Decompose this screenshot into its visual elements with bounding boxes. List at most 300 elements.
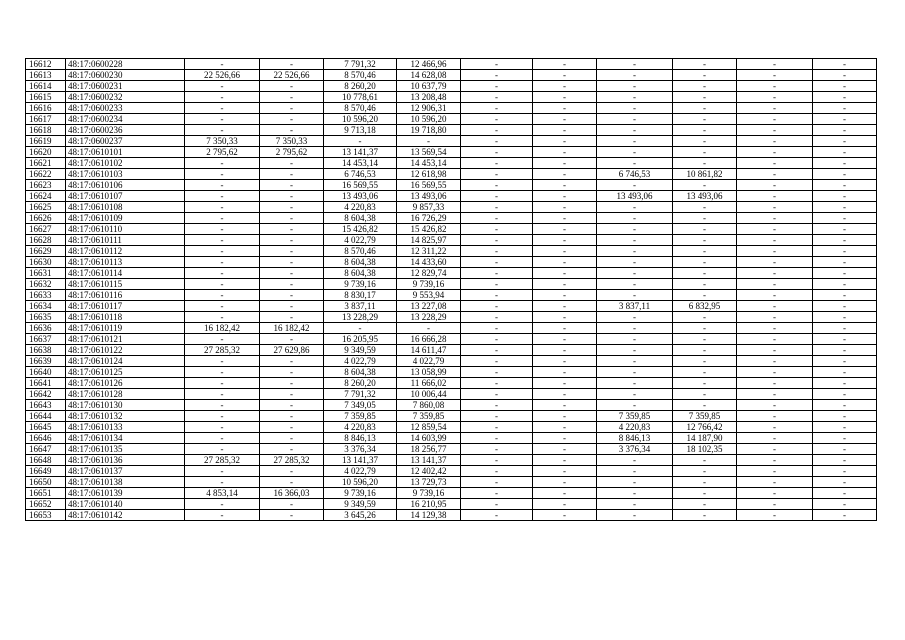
- value-cell: 10 778,61: [324, 92, 397, 103]
- cadastral-number-cell: 48:17:0600233: [66, 103, 185, 114]
- value-cell: -: [673, 59, 737, 70]
- value-cell: 3 837,11: [597, 301, 673, 312]
- value-cell: -: [185, 378, 260, 389]
- value-cell: -: [597, 510, 673, 521]
- value-cell: -: [737, 334, 813, 345]
- value-cell: -: [185, 444, 260, 455]
- value-cell: -: [461, 422, 533, 433]
- value-cell: -: [597, 70, 673, 81]
- value-cell: -: [260, 158, 324, 169]
- value-cell: -: [813, 488, 877, 499]
- table-row: [26, 433, 877, 444]
- value-cell: -: [813, 301, 877, 312]
- value-cell: -: [673, 400, 737, 411]
- value-cell: 4 022,79: [324, 235, 397, 246]
- value-cell: -: [597, 180, 673, 191]
- value-cell: -: [737, 70, 813, 81]
- value-cell: 16 182,42: [185, 323, 260, 334]
- value-cell: -: [533, 334, 597, 345]
- value-cell: -: [813, 92, 877, 103]
- value-cell: 10 596,20: [324, 114, 397, 125]
- value-cell: -: [260, 114, 324, 125]
- row-number-cell: 16640: [26, 367, 66, 378]
- value-cell: 19 718,80: [397, 125, 461, 136]
- cadastral-number-cell: 48:17:0610107: [66, 191, 185, 202]
- value-cell: -: [597, 81, 673, 92]
- value-cell: -: [813, 356, 877, 367]
- table-row: [26, 191, 877, 202]
- value-cell: -: [461, 158, 533, 169]
- value-cell: 3 645,26: [324, 510, 397, 521]
- value-cell: 14 628,08: [397, 70, 461, 81]
- value-cell: 27 285,32: [260, 455, 324, 466]
- value-cell: 9 739,16: [397, 488, 461, 499]
- value-cell: 13 058,99: [397, 367, 461, 378]
- value-cell: -: [533, 180, 597, 191]
- value-cell: -: [185, 411, 260, 422]
- cadastral-number-cell: 48:17:0610106: [66, 180, 185, 191]
- value-cell: 18 102,35: [673, 444, 737, 455]
- table-row: [26, 213, 877, 224]
- value-cell: -: [533, 103, 597, 114]
- table-row: [26, 180, 877, 191]
- value-cell: -: [673, 510, 737, 521]
- value-cell: -: [185, 180, 260, 191]
- cadastral-number-cell: 48:17:0610103: [66, 169, 185, 180]
- value-cell: -: [813, 411, 877, 422]
- value-cell: -: [461, 180, 533, 191]
- value-cell: -: [461, 279, 533, 290]
- value-cell: -: [737, 125, 813, 136]
- value-cell: -: [533, 136, 597, 147]
- value-cell: 2 795,62: [185, 147, 260, 158]
- cadastral-number-cell: 48:17:0600232: [66, 92, 185, 103]
- value-cell: -: [260, 510, 324, 521]
- value-cell: 27 629,86: [260, 345, 324, 356]
- value-cell: 14 187,90: [673, 433, 737, 444]
- value-cell: -: [461, 290, 533, 301]
- value-cell: 6 832,95: [673, 301, 737, 312]
- value-cell: -: [461, 169, 533, 180]
- value-cell: 9 857,33: [397, 202, 461, 213]
- table-row: [26, 246, 877, 257]
- value-cell: -: [533, 114, 597, 125]
- value-cell: -: [737, 158, 813, 169]
- value-cell: -: [813, 81, 877, 92]
- value-cell: -: [533, 477, 597, 488]
- row-number-cell: 16644: [26, 411, 66, 422]
- row-number-cell: 16612: [26, 59, 66, 70]
- value-cell: -: [673, 312, 737, 323]
- value-cell: -: [185, 356, 260, 367]
- row-number-cell: 16628: [26, 235, 66, 246]
- value-cell: 13 493,06: [324, 191, 397, 202]
- value-cell: -: [737, 389, 813, 400]
- value-cell: 13 493,06: [597, 191, 673, 202]
- value-cell: -: [533, 455, 597, 466]
- value-cell: -: [737, 169, 813, 180]
- table-row: [26, 444, 877, 455]
- value-cell: 13 227,08: [397, 301, 461, 312]
- value-cell: -: [813, 246, 877, 257]
- value-cell: -: [597, 345, 673, 356]
- value-cell: -: [597, 103, 673, 114]
- value-cell: -: [185, 114, 260, 125]
- value-cell: -: [461, 499, 533, 510]
- row-number-cell: 16620: [26, 147, 66, 158]
- value-cell: 16 726,29: [397, 213, 461, 224]
- value-cell: -: [597, 136, 673, 147]
- value-cell: -: [533, 235, 597, 246]
- value-cell: -: [185, 334, 260, 345]
- cadastral-number-cell: 48:17:0610130: [66, 400, 185, 411]
- cadastral-number-cell: 48:17:0610139: [66, 488, 185, 499]
- value-cell: -: [461, 81, 533, 92]
- row-number-cell: 16624: [26, 191, 66, 202]
- value-cell: 9 739,16: [324, 279, 397, 290]
- row-number-cell: 16623: [26, 180, 66, 191]
- value-cell: 15 426,82: [397, 224, 461, 235]
- value-cell: -: [597, 455, 673, 466]
- value-cell: 12 466,96: [397, 59, 461, 70]
- cadastral-number-cell: 48:17:0610128: [66, 389, 185, 400]
- value-cell: -: [260, 378, 324, 389]
- value-cell: -: [673, 147, 737, 158]
- value-cell: -: [737, 411, 813, 422]
- value-cell: -: [533, 268, 597, 279]
- value-cell: -: [597, 279, 673, 290]
- row-number-cell: 16649: [26, 466, 66, 477]
- table-row: [26, 334, 877, 345]
- table-row: [26, 510, 877, 521]
- value-cell: -: [533, 400, 597, 411]
- table-row: [26, 235, 877, 246]
- cadastral-number-cell: 48:17:0600231: [66, 81, 185, 92]
- table-row: [26, 400, 877, 411]
- value-cell: -: [597, 367, 673, 378]
- value-cell: -: [533, 191, 597, 202]
- value-cell: 4 022,79: [324, 356, 397, 367]
- value-cell: -: [260, 334, 324, 345]
- value-cell: 4 853,14: [185, 488, 260, 499]
- value-cell: -: [533, 92, 597, 103]
- value-cell: -: [461, 367, 533, 378]
- value-cell: -: [185, 92, 260, 103]
- value-cell: 8 570,46: [324, 70, 397, 81]
- value-cell: -: [260, 81, 324, 92]
- value-cell: -: [737, 323, 813, 334]
- table-row: [26, 290, 877, 301]
- value-cell: -: [597, 59, 673, 70]
- table-row: [26, 224, 877, 235]
- value-cell: 9 349,59: [324, 345, 397, 356]
- value-cell: -: [737, 268, 813, 279]
- value-cell: 16 666,28: [397, 334, 461, 345]
- value-cell: -: [533, 81, 597, 92]
- value-cell: -: [461, 136, 533, 147]
- cadastral-number-cell: 48:17:0610113: [66, 257, 185, 268]
- value-cell: -: [461, 224, 533, 235]
- value-cell: -: [533, 367, 597, 378]
- value-cell: -: [737, 224, 813, 235]
- value-cell: -: [260, 279, 324, 290]
- cadastral-number-cell: 48:17:0600236: [66, 125, 185, 136]
- cadastral-number-cell: 48:17:0610108: [66, 202, 185, 213]
- value-cell: -: [260, 169, 324, 180]
- value-cell: -: [260, 312, 324, 323]
- value-cell: -: [673, 477, 737, 488]
- value-cell: -: [461, 191, 533, 202]
- value-cell: -: [260, 290, 324, 301]
- cadastral-number-cell: 48:17:0610121: [66, 334, 185, 345]
- value-cell: -: [597, 378, 673, 389]
- cadastral-number-cell: 48:17:0610132: [66, 411, 185, 422]
- value-cell: -: [673, 92, 737, 103]
- value-cell: -: [737, 81, 813, 92]
- value-cell: 18 256,77: [397, 444, 461, 455]
- value-cell: 10 861,82: [673, 169, 737, 180]
- value-cell: -: [185, 246, 260, 257]
- row-number-cell: 16632: [26, 279, 66, 290]
- cadastral-number-cell: 48:17:0610124: [66, 356, 185, 367]
- value-cell: 7 359,85: [324, 411, 397, 422]
- value-cell: -: [461, 257, 533, 268]
- cadastral-number-cell: 48:17:0610133: [66, 422, 185, 433]
- value-cell: 14 825,97: [397, 235, 461, 246]
- value-cell: -: [461, 213, 533, 224]
- table-row: [26, 477, 877, 488]
- value-cell: 7 350,33: [260, 136, 324, 147]
- value-cell: 3 376,34: [324, 444, 397, 455]
- value-cell: -: [185, 367, 260, 378]
- value-cell: 22 526,66: [260, 70, 324, 81]
- table-row: [26, 92, 877, 103]
- value-cell: -: [737, 103, 813, 114]
- value-cell: -: [461, 334, 533, 345]
- value-cell: -: [185, 169, 260, 180]
- value-cell: -: [737, 147, 813, 158]
- value-cell: -: [260, 356, 324, 367]
- table-row: [26, 356, 877, 367]
- row-number-cell: 16615: [26, 92, 66, 103]
- value-cell: -: [461, 444, 533, 455]
- table-row: [26, 411, 877, 422]
- value-cell: -: [737, 202, 813, 213]
- value-cell: -: [533, 389, 597, 400]
- value-cell: -: [673, 213, 737, 224]
- value-cell: 4 022,79: [397, 356, 461, 367]
- row-number-cell: 16653: [26, 510, 66, 521]
- row-number-cell: 16625: [26, 202, 66, 213]
- value-cell: -: [673, 367, 737, 378]
- value-cell: -: [673, 257, 737, 268]
- value-cell: -: [461, 411, 533, 422]
- row-number-cell: 16650: [26, 477, 66, 488]
- value-cell: -: [185, 191, 260, 202]
- value-cell: 16 182,42: [260, 323, 324, 334]
- value-cell: 7 791,32: [324, 389, 397, 400]
- value-cell: -: [533, 246, 597, 257]
- row-number-cell: 16613: [26, 70, 66, 81]
- value-cell: 8 846,13: [324, 433, 397, 444]
- value-cell: 13 141,37: [324, 147, 397, 158]
- value-cell: -: [597, 268, 673, 279]
- value-cell: 13 729,73: [397, 477, 461, 488]
- value-cell: -: [533, 444, 597, 455]
- value-cell: -: [597, 477, 673, 488]
- value-cell: -: [813, 444, 877, 455]
- row-number-cell: 16646: [26, 433, 66, 444]
- row-number-cell: 16642: [26, 389, 66, 400]
- value-cell: 13 493,06: [397, 191, 461, 202]
- value-cell: -: [185, 510, 260, 521]
- value-cell: 16 205,95: [324, 334, 397, 345]
- value-cell: -: [461, 323, 533, 334]
- value-cell: 7 349,05: [324, 400, 397, 411]
- value-cell: -: [533, 224, 597, 235]
- row-number-cell: 16645: [26, 422, 66, 433]
- cadastral-number-cell: 48:17:0600230: [66, 70, 185, 81]
- value-cell: -: [813, 345, 877, 356]
- value-cell: -: [260, 433, 324, 444]
- value-cell: -: [597, 125, 673, 136]
- table-row: [26, 279, 877, 290]
- table-row: [26, 81, 877, 92]
- value-cell: -: [673, 334, 737, 345]
- cadastral-number-cell: 48:17:0610138: [66, 477, 185, 488]
- table-row: [26, 125, 877, 136]
- value-cell: 16 366,03: [260, 488, 324, 499]
- table-row: [26, 70, 877, 81]
- value-cell: -: [673, 235, 737, 246]
- value-cell: -: [597, 224, 673, 235]
- value-cell: -: [533, 125, 597, 136]
- value-cell: -: [533, 323, 597, 334]
- value-cell: -: [533, 70, 597, 81]
- cadastral-number-cell: 48:17:0610116: [66, 290, 185, 301]
- cadastral-number-cell: 48:17:0610102: [66, 158, 185, 169]
- table-row: [26, 389, 877, 400]
- value-cell: -: [533, 147, 597, 158]
- value-cell: 8 604,38: [324, 268, 397, 279]
- value-cell: 13 493,06: [673, 191, 737, 202]
- row-number-cell: 16639: [26, 356, 66, 367]
- value-cell: -: [461, 378, 533, 389]
- value-cell: -: [813, 169, 877, 180]
- value-cell: -: [673, 224, 737, 235]
- value-cell: 4 220,83: [597, 422, 673, 433]
- value-cell: -: [533, 312, 597, 323]
- value-cell: -: [533, 510, 597, 521]
- value-cell: -: [533, 378, 597, 389]
- value-cell: -: [461, 70, 533, 81]
- value-cell: 7 350,33: [185, 136, 260, 147]
- value-cell: 9 713,18: [324, 125, 397, 136]
- value-cell: -: [813, 213, 877, 224]
- value-cell: -: [461, 466, 533, 477]
- value-cell: -: [185, 202, 260, 213]
- value-cell: -: [533, 422, 597, 433]
- value-cell: -: [813, 279, 877, 290]
- value-cell: -: [813, 389, 877, 400]
- value-cell: -: [461, 356, 533, 367]
- value-cell: -: [673, 499, 737, 510]
- row-number-cell: 16622: [26, 169, 66, 180]
- cadastral-number-cell: 48:17:0610135: [66, 444, 185, 455]
- value-cell: 7 359,85: [597, 411, 673, 422]
- row-number-cell: 16648: [26, 455, 66, 466]
- value-cell: -: [185, 400, 260, 411]
- value-cell: -: [533, 356, 597, 367]
- value-cell: -: [813, 158, 877, 169]
- value-cell: -: [260, 103, 324, 114]
- value-cell: -: [673, 378, 737, 389]
- value-cell: 13 569,54: [397, 147, 461, 158]
- value-cell: -: [673, 125, 737, 136]
- value-cell: 14 611,47: [397, 345, 461, 356]
- value-cell: -: [813, 323, 877, 334]
- value-cell: 12 618,98: [397, 169, 461, 180]
- value-cell: -: [813, 466, 877, 477]
- value-cell: 10 596,20: [324, 477, 397, 488]
- value-cell: 8 604,38: [324, 213, 397, 224]
- value-cell: -: [737, 191, 813, 202]
- value-cell: -: [597, 466, 673, 477]
- table-row: [26, 202, 877, 213]
- value-cell: -: [737, 367, 813, 378]
- value-cell: -: [461, 246, 533, 257]
- value-cell: -: [260, 301, 324, 312]
- value-cell: -: [737, 499, 813, 510]
- value-cell: -: [673, 323, 737, 334]
- value-cell: -: [533, 488, 597, 499]
- value-cell: 8 570,46: [324, 246, 397, 257]
- value-cell: -: [185, 499, 260, 510]
- value-cell: -: [533, 213, 597, 224]
- value-cell: -: [737, 422, 813, 433]
- value-cell: -: [813, 136, 877, 147]
- value-cell: -: [673, 455, 737, 466]
- row-number-cell: 16616: [26, 103, 66, 114]
- value-cell: -: [813, 103, 877, 114]
- table-row: [26, 103, 877, 114]
- value-cell: -: [597, 246, 673, 257]
- value-cell: -: [185, 433, 260, 444]
- row-number-cell: 16633: [26, 290, 66, 301]
- value-cell: -: [260, 389, 324, 400]
- value-cell: 10 637,79: [397, 81, 461, 92]
- value-cell: -: [597, 499, 673, 510]
- value-cell: -: [185, 301, 260, 312]
- value-cell: -: [260, 92, 324, 103]
- value-cell: 27 285,32: [185, 345, 260, 356]
- value-cell: -: [813, 312, 877, 323]
- value-cell: -: [185, 257, 260, 268]
- value-cell: -: [737, 59, 813, 70]
- value-cell: -: [461, 59, 533, 70]
- table-row: [26, 136, 877, 147]
- value-cell: -: [673, 290, 737, 301]
- value-cell: -: [597, 400, 673, 411]
- value-cell: -: [461, 433, 533, 444]
- value-cell: -: [260, 444, 324, 455]
- value-cell: 27 285,32: [185, 455, 260, 466]
- value-cell: -: [673, 246, 737, 257]
- row-number-cell: 16626: [26, 213, 66, 224]
- cadastral-number-cell: 48:17:0610142: [66, 510, 185, 521]
- value-cell: -: [673, 466, 737, 477]
- value-cell: -: [673, 114, 737, 125]
